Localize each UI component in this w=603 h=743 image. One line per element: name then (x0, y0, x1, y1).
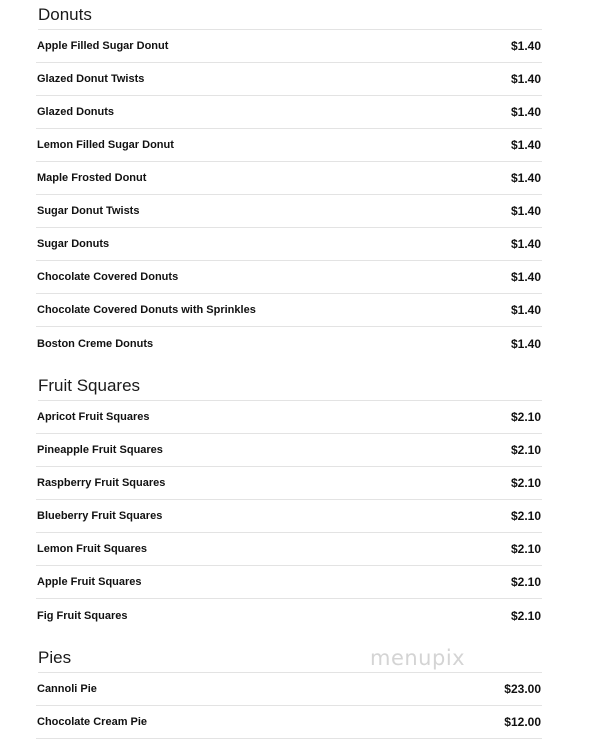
item-price: $12.00 (504, 715, 541, 729)
item-name: Lemon Filled Sugar Donut (37, 139, 174, 151)
item-price: $1.40 (510, 105, 541, 119)
menu-item[interactable] (36, 706, 542, 739)
item-price: $1.40 (510, 72, 541, 86)
menu-section-fruit-squares (36, 371, 542, 632)
item-price: $23.00 (504, 682, 541, 696)
item-name: Fig Fruit Squares (37, 609, 128, 622)
item-name: Lemon Fruit Squares (37, 543, 148, 555)
item-price: $2.10 (510, 608, 541, 623)
menu-section-pies (36, 643, 542, 739)
section-title: Pies (38, 643, 542, 673)
watermark-logo: menupix (370, 646, 466, 670)
item-price: $1.40 (510, 237, 541, 251)
item-price: $2.10 (510, 575, 541, 589)
item-name: Apricot Fruit Squares (37, 411, 150, 423)
item-name: Chocolate Covered Donuts (37, 271, 179, 283)
menu-item[interactable] (36, 533, 542, 566)
item-price: $1.40 (510, 270, 541, 284)
item-name: Apple Fruit Squares (37, 576, 142, 588)
item-name: Blueberry Fruit Squares (37, 510, 163, 522)
item-price: $2.10 (510, 443, 541, 457)
item-name: Chocolate Cream Pie (37, 716, 148, 728)
menu-item[interactable] (36, 500, 542, 533)
item-name: Glazed Donuts (37, 106, 115, 118)
item-name: Raspberry Fruit Squares (37, 477, 166, 489)
section-title: Fruit Squares (38, 371, 542, 401)
item-name: Pineapple Fruit Squares (37, 444, 163, 456)
menu-item[interactable] (36, 467, 542, 500)
item-price: $1.40 (510, 138, 541, 152)
menu (36, 0, 542, 739)
item-price: $2.10 (510, 509, 541, 523)
menu-item[interactable] (36, 673, 542, 706)
section-spacer (36, 632, 542, 643)
section-spacer (36, 360, 542, 371)
menu-item[interactable] (36, 294, 542, 327)
menu-item[interactable] (36, 195, 542, 228)
item-price: $1.40 (510, 303, 541, 317)
item-price: $2.10 (510, 410, 541, 424)
item-price: $1.40 (510, 171, 541, 185)
menu-item[interactable] (36, 566, 542, 599)
menu-item[interactable] (36, 261, 542, 294)
menu-item[interactable] (36, 228, 542, 261)
menu-item[interactable] (36, 63, 542, 96)
item-name: Glazed Donut Twists (37, 73, 145, 85)
section-title: Donuts (38, 0, 542, 30)
item-name: Sugar Donuts (37, 238, 110, 250)
item-name: Apple Filled Sugar Donut (37, 40, 169, 52)
item-name: Boston Creme Donuts (37, 337, 154, 350)
menu-section-donuts (36, 0, 542, 360)
menu-item[interactable] (36, 129, 542, 162)
item-name: Maple Frosted Donut (37, 172, 147, 184)
item-price: $2.10 (510, 476, 541, 490)
item-price: $1.40 (510, 336, 541, 351)
menu-item[interactable] (36, 599, 542, 632)
item-price: $1.40 (510, 39, 541, 53)
item-price: $1.40 (510, 204, 541, 218)
item-name: Chocolate Covered Donuts with Sprinkles (37, 304, 256, 316)
item-name: Cannoli Pie (37, 683, 97, 695)
menu-item[interactable] (36, 30, 542, 63)
menu-item[interactable] (36, 401, 542, 434)
menu-item[interactable] (36, 162, 542, 195)
item-price: $2.10 (510, 542, 541, 556)
menu-item[interactable] (36, 96, 542, 129)
item-name: Sugar Donut Twists (37, 205, 140, 217)
menu-item[interactable] (36, 434, 542, 467)
menu-item[interactable] (36, 327, 542, 360)
